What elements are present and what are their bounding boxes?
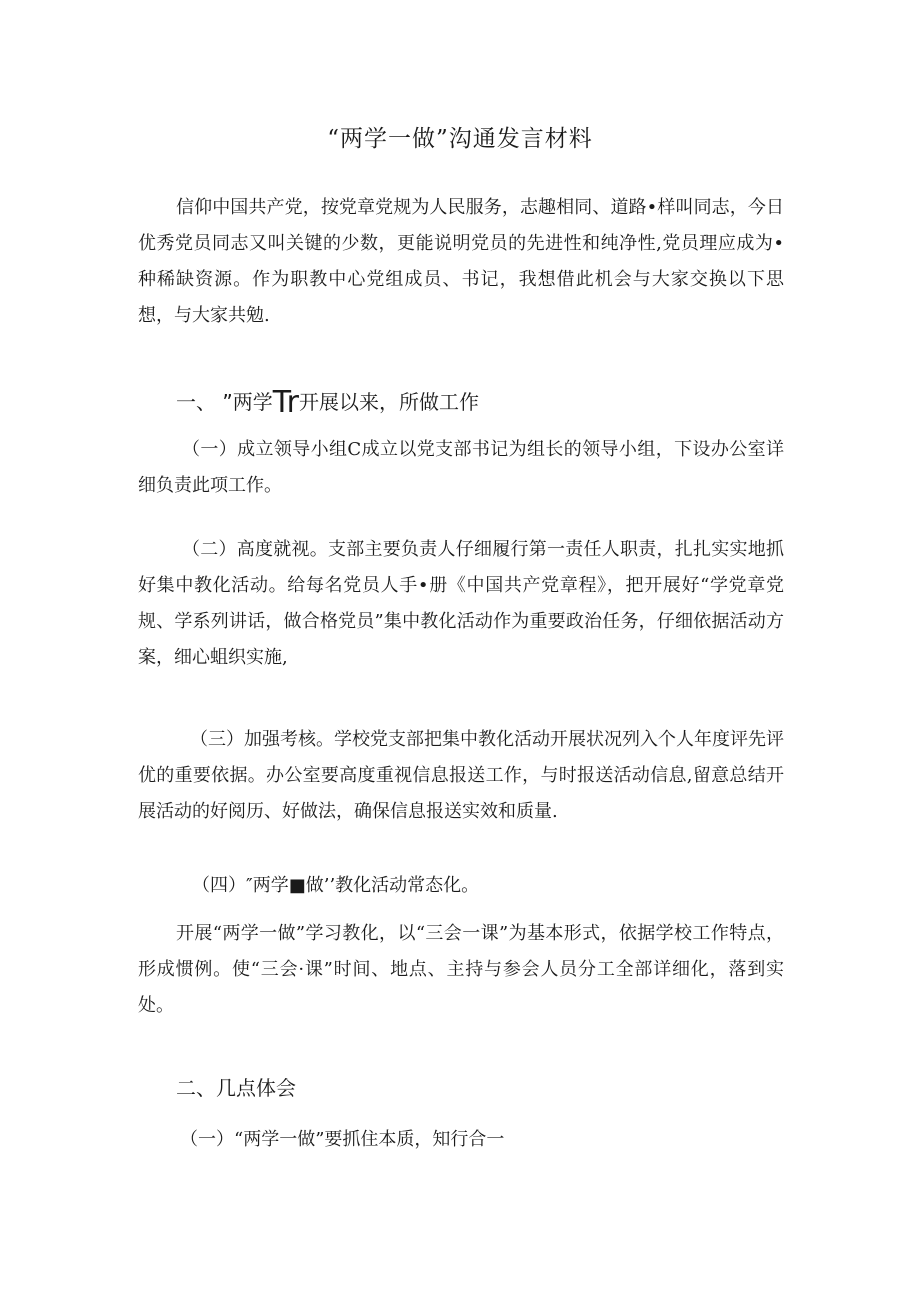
section1-item1: （一）成立领导小组C成立以党支部书记为组长的领导小组，下设办公室详细负责此项工作。 [138,439,784,496]
section1-item4-body: 开展“两学一做”学习教化，以“三会一课”为基本形式，依据学校工作特点，形成惯例。使“三会·课”时间、地点、主持与参会人员分工全部详细化，落到实处。 [138,923,784,1016]
section1-heading-big: Tr [272,385,299,420]
section1-item3: （三）加强考核。学校党支部把集中教化活动开展状况列入个人年度评先评优的重要依据。办公室要高度重视信息报送工作，与时报送活动信息,留意总结开展活动的好阅历、好做法，确保信息报送实效和质量. [138,729,784,822]
section1-heading [176,385,479,420]
section2-item1: （一）“两学一做”要抓住本质，知行合一 [180,1129,505,1150]
section1-item2: （二）高度就视。支部主要负责人仔细履行第一责任人职责，扎扎实实地抓好集中教化活动。给每名党员人手•册《中国共产党章程》，把开展好“学党章党规、学系列讲话，做合格党员”集中教化活动作为重要政治任务，仔细依据活动方案，细心蛆织实施, [138,539,784,668]
section1-item4: （四）″两学■做’’教化活动常态化。 [192,875,480,896]
section2-heading: 二、几点体会 [176,1076,296,1100]
section1-heading-suffix: 开展以来，所做工作 [298,390,479,414]
document-title: “两学一做”沟通发言材料 [327,126,593,152]
intro-paragraph: 信仰中国共产党，按党章党规为人民服务，志趣相同、道路•样叫同志，今日优秀党员同志又叫关键的少数，更能说明党员的先进性和纯净性,党员理应成为•种稀缺资源。作为职教中心党组成员、书记，我想借此机会与大家交换以下思想，与大家共勉. [138,197,784,326]
section1-heading-prefix: 一、 ”两学 [176,390,273,414]
